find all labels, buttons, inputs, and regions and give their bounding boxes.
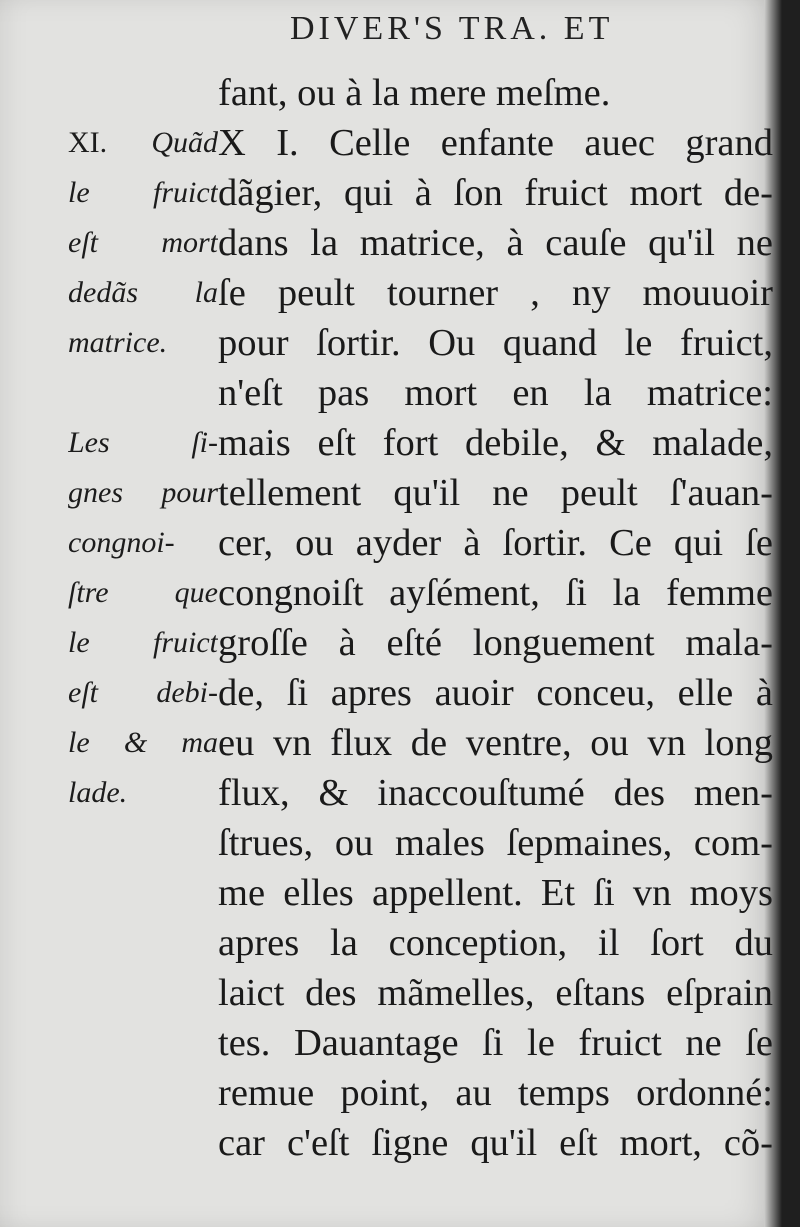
margin-line: dedãs la: [68, 276, 218, 309]
text-line: dãgier, qui à ſon fruict mort de-: [218, 172, 773, 214]
margin-note-signs: [68, 418, 218, 818]
main-text-block: [218, 68, 773, 1168]
text-line: car c'eſt ſigne qu'il eſt mort, cõ-: [218, 1122, 773, 1164]
text-line: n'eſt pas mort en la matrice:: [218, 372, 773, 414]
text-line: congnoiſt ayſément, ſi la femme: [218, 572, 773, 614]
text-line: ſtrues, ou males ſepmaines, com-: [218, 822, 773, 864]
text-line: eu vn flux de ventre, ou vn long: [218, 722, 773, 764]
text-line: laict des mãmelles, eſtans eſprain: [218, 972, 773, 1014]
text-line: tellement qu'il ne peult ſ'auan-: [218, 472, 773, 514]
text-line: flux, & inaccouſtumé des men-: [218, 772, 773, 814]
text-line: me elles appellent. Et ſi vn moys: [218, 872, 773, 914]
text-line: X I. Celle enfante auec grand: [218, 122, 773, 164]
margin-line: lade.: [68, 776, 128, 809]
text-line: ſe peult tourner , ny mouuoir: [218, 272, 773, 314]
text-line: tes. Dauantage ſi le fruict ne ſe: [218, 1022, 773, 1064]
text-line: cer, ou ayder à ſortir. Ce qui ſe: [218, 522, 773, 564]
margin-line: congnoi-: [68, 526, 175, 559]
section-number: XI.: [68, 126, 108, 159]
text-line: groſſe à eſté longuement mala-: [218, 622, 773, 664]
margin-line: le & ma: [68, 726, 218, 759]
margin-line: le fruict: [68, 176, 218, 209]
text-line: fant, ou à la mere meſme.: [218, 72, 611, 114]
text-line: pour ſortir. Ou quand le fruict,: [218, 322, 773, 364]
margin-line: gnes pour: [68, 476, 218, 509]
margin-line: eſt debi-: [68, 676, 218, 709]
margin-note-when-fruit-dead: [68, 118, 218, 368]
text-line: remue point, au temps ordonné:: [218, 1072, 773, 1114]
text-line: apres la conception, il ſort du: [218, 922, 773, 964]
text-line: dans la matrice, à cauſe qu'il ne: [218, 222, 773, 264]
running-head: DIVER'S TRA. ET: [290, 10, 614, 47]
margin-line: XI. Quãd: [68, 126, 218, 159]
margin-line: matrice.: [68, 326, 168, 359]
margin-line: Les ſi-: [68, 426, 218, 459]
margin-line: le fruict: [68, 626, 218, 659]
text-line: mais eſt fort debile, & malade,: [218, 422, 773, 464]
margin-line: eſt mort: [68, 226, 218, 259]
text-line: de, ſi apres auoir conceu, elle à: [218, 672, 773, 714]
margin-line: ſtre que: [68, 576, 218, 609]
